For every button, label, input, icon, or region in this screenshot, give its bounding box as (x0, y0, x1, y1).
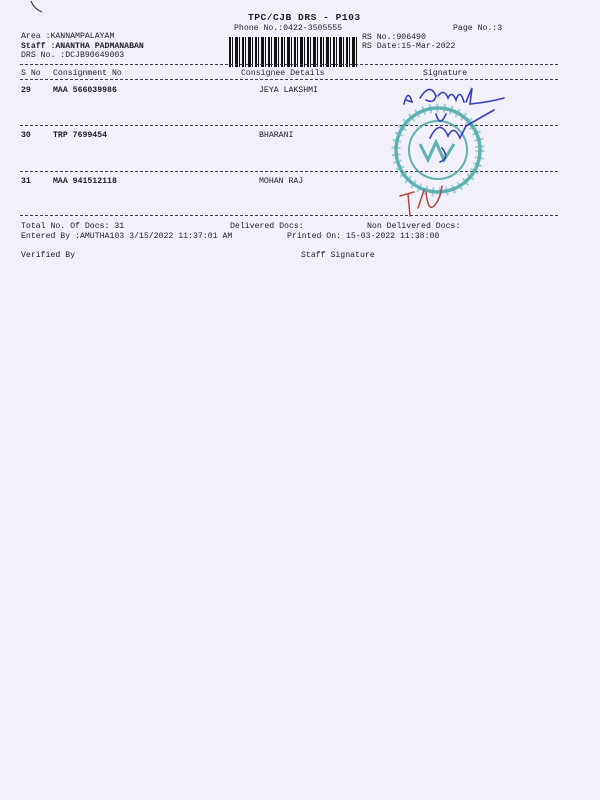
total-docs: Total No. Of Docs: 31 (21, 222, 125, 231)
row-consignee: MOHAN RAJ (259, 177, 304, 186)
row-consignee: BHARANI (259, 131, 294, 140)
staff-label: Staff :ANANTHA PADMANABAN (21, 42, 144, 51)
column-header-sno: S No (21, 69, 41, 78)
circular-stamp (396, 108, 480, 192)
phone-number: Phone No.:0422-3505555 (234, 24, 343, 33)
row-consignment-no: TRP 7699454 (53, 131, 108, 140)
signature-stamp-overlay (370, 78, 520, 228)
row-sno: 29 (21, 86, 31, 95)
non-delivered-docs: Non Delivered Docs: (367, 222, 461, 231)
entered-by: Entered By :AMUTHA103 3/15/2022 11:37:01 AM (21, 232, 233, 241)
page-number: Page No.:3 (453, 24, 503, 33)
column-header-consignee: Consignee Details (241, 69, 325, 78)
delivered-docs: Delivered Docs: (230, 222, 304, 231)
row-sno: 31 (21, 177, 31, 186)
rs-number: RS No.:906490 (362, 33, 426, 42)
divider-top (20, 64, 558, 65)
staff-signature-label: Staff Signature (301, 251, 375, 260)
drs-number: DRS No. :DCJB90649003 (21, 51, 125, 60)
row-consignment-no: MAA 941512118 (53, 177, 117, 186)
column-header-signature: Signature (423, 69, 468, 78)
column-header-consignment: Consignment No (53, 69, 122, 78)
rs-date: RS Date:15-Mar-2022 (362, 42, 456, 51)
corner-scribble-mark (28, 0, 46, 14)
document-title: TPC/CJB DRS - P103 (248, 12, 361, 23)
barcode (229, 37, 357, 67)
row-consignment-no: MAA 566039986 (53, 86, 117, 95)
printed-on: Printed On: 15-03-2022 11:38:00 (287, 232, 440, 241)
row-consignee: JEYA LAKSHMI (259, 86, 318, 95)
row-sno: 30 (21, 131, 31, 140)
area-label: Area :KANNAMPALAYAM (21, 32, 115, 41)
verified-by-label: Verified By (21, 251, 76, 260)
